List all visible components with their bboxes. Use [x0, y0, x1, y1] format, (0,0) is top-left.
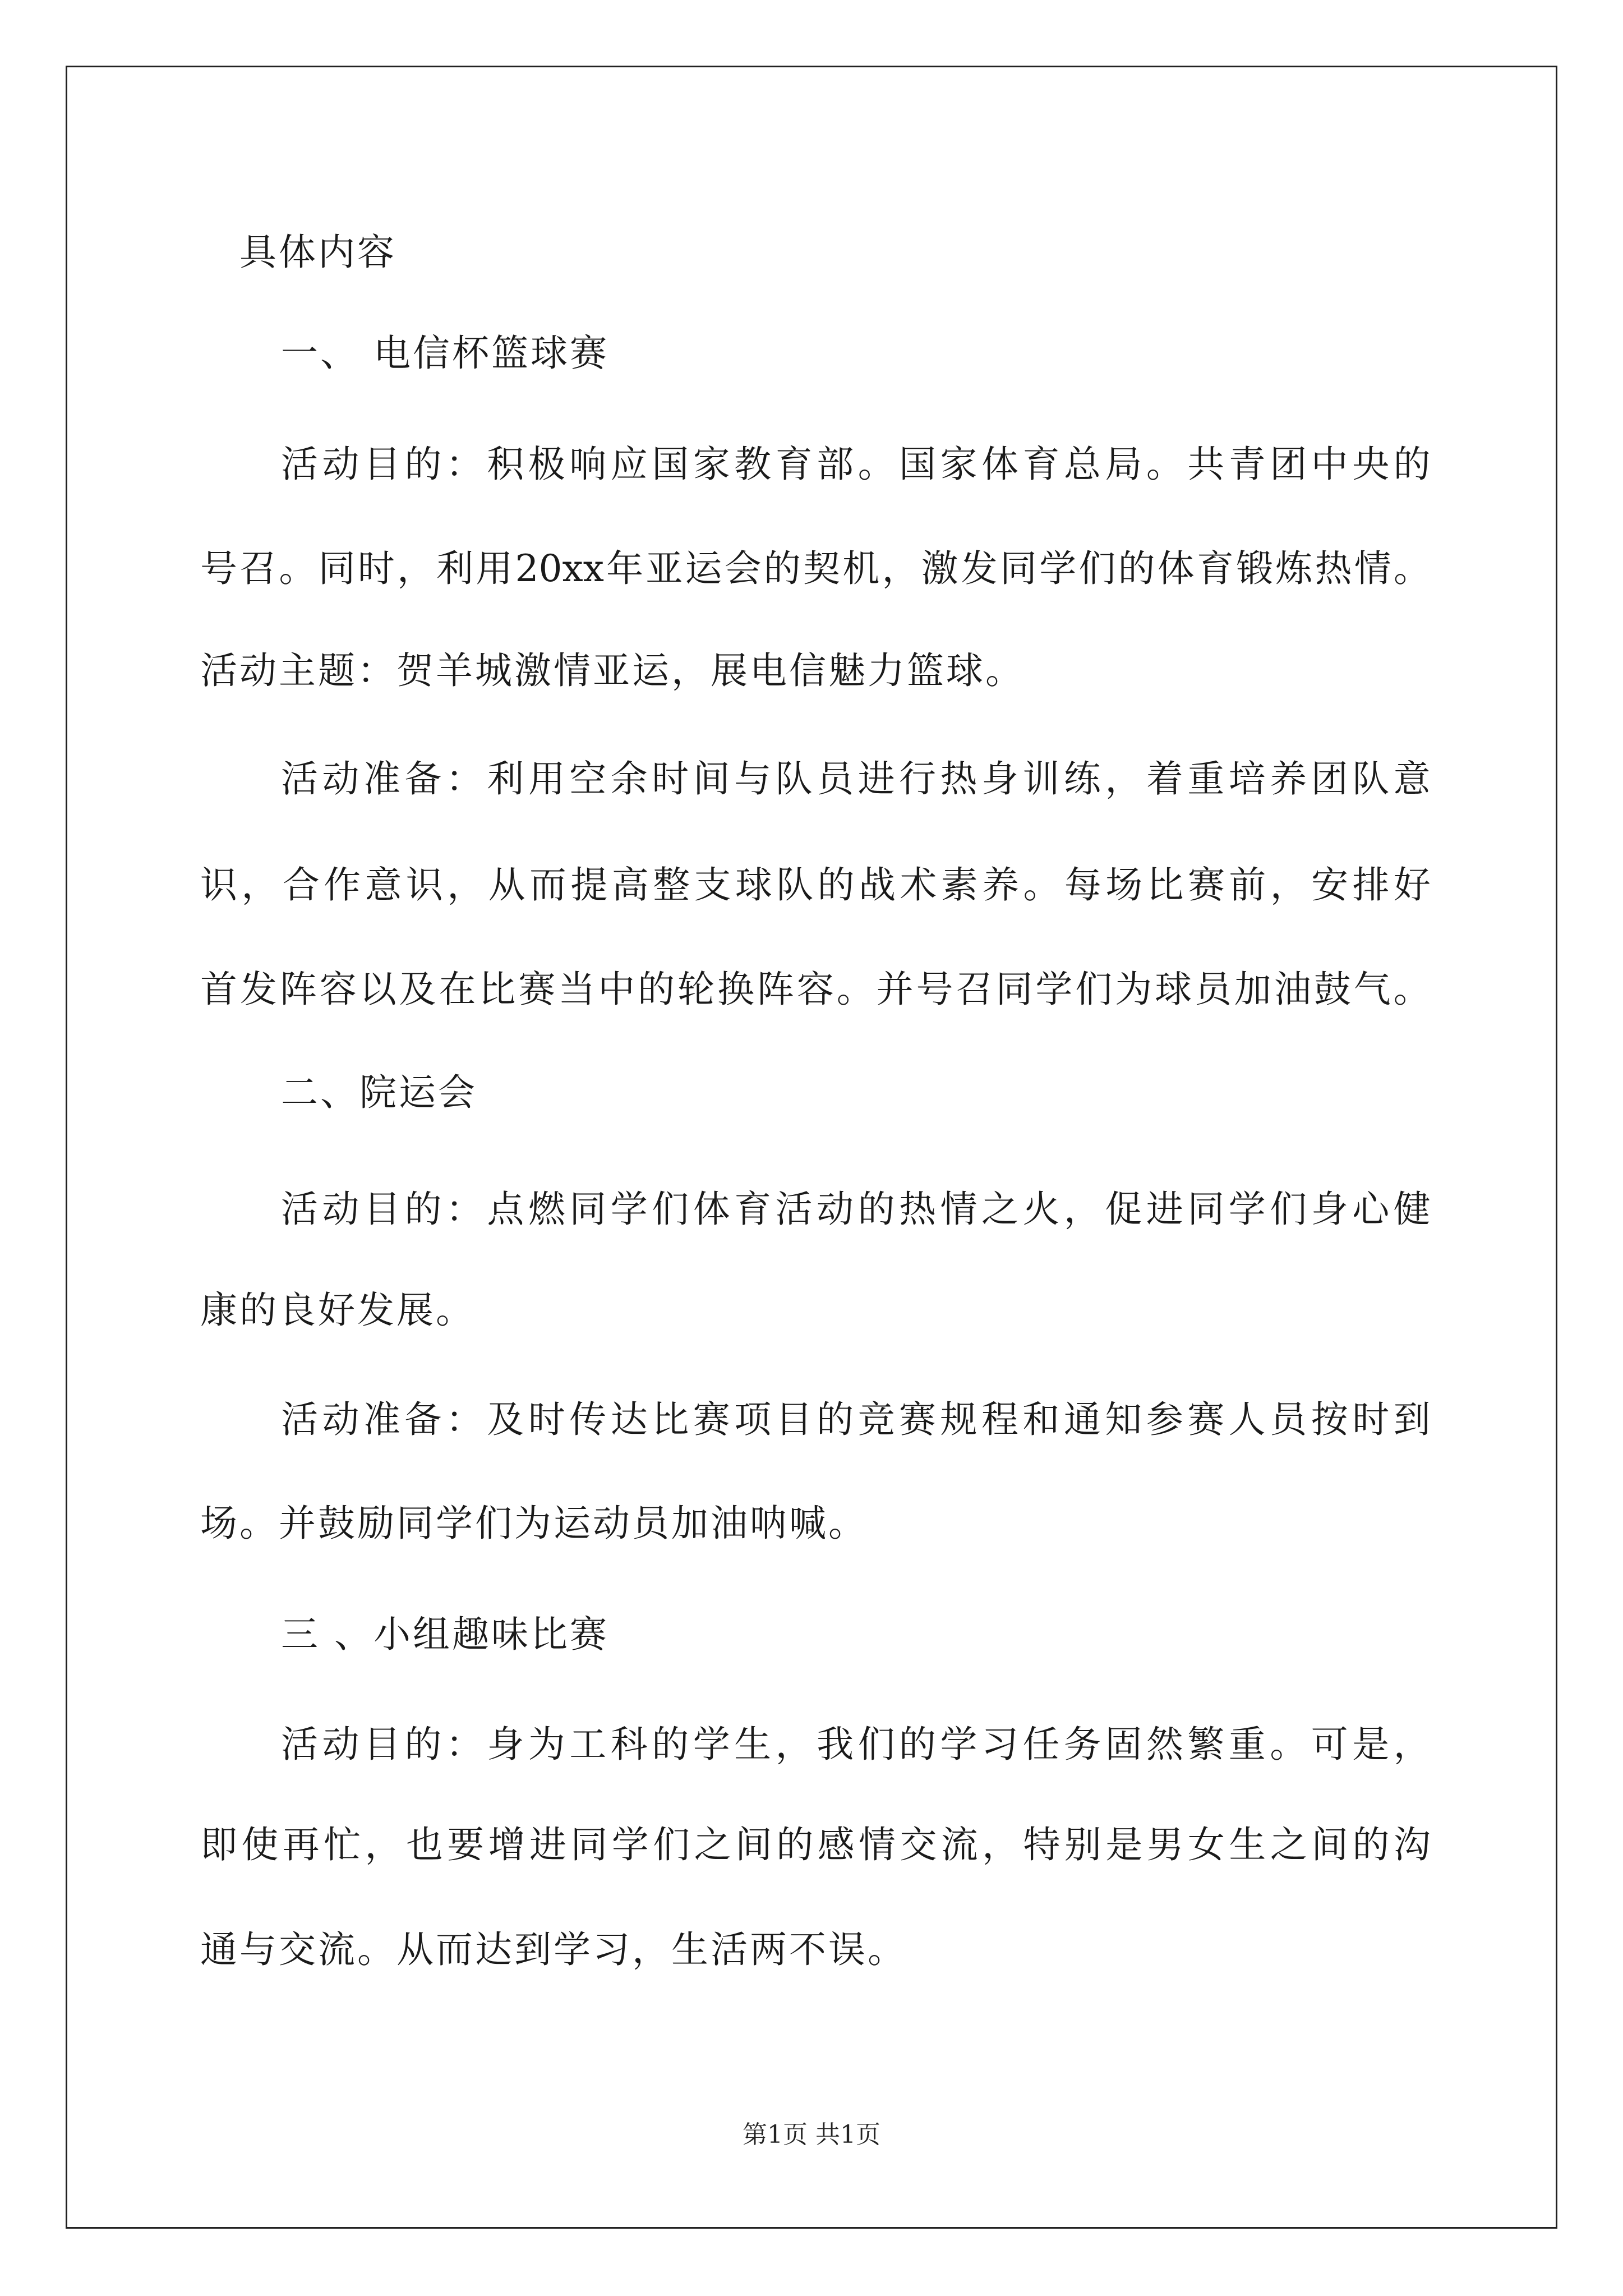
section-heading-sports-meet: 二、院运会	[281, 1071, 477, 1114]
paragraph-line: 识 ， 合 作 意 识 ， 从 而 提 高 整 支 球 队 的 战 术 素 养 。 每 场 比 赛 前 ， 安 排 好	[200, 863, 1431, 907]
paragraph-line: 场。并鼓励同学们为运动员加油呐喊。	[200, 1502, 868, 1545]
paragraph-line: 通与交流。从而达到学习，生活两不误。	[200, 1928, 907, 1971]
paragraph-line: 活 动 目 的 ： 积 极 响 应 国 家 教 育 部 。 国 家 体 育 总 局 。 共 青 团 中 央 的	[281, 443, 1431, 486]
paragraph-line: 首 发 阵 容 以 及 在 比 赛 当 中 的 轮 换 阵 容 。 并 号 召 同 学 们 为 球 员 加 油 鼓 气 。	[200, 968, 1431, 1011]
section-heading-content: 具体内容	[239, 231, 396, 274]
paragraph-line: 活 动 目 的 ： 身 为 工 科 的 学 生 ， 我 们 的 学 习 任 务 固 然 繁 重 。 可 是 ，	[281, 1723, 1431, 1766]
paragraph-line: 康的良好发展。	[200, 1289, 475, 1332]
section-heading-basketball: 一、 电信杯篮球赛	[281, 332, 609, 375]
paragraph-line: 号 召 。 同 时 ， 利 用 20xx 年 亚 运 会 的 契 机 ， 激 发 同 学 们 的 体 育 锻 炼 热 情 。	[200, 547, 1431, 590]
paragraph-line: 即 使 再 忙 ， 也 要 增 进 同 学 们 之 间 的 感 情 交 流 ， 特 别 是 男 女 生 之 间 的 沟	[200, 1823, 1431, 1866]
paragraph-line: 活动主题：贺羊城激情亚运，展电信魅力篮球。	[200, 649, 1025, 692]
paragraph-line: 活 动 准 备 ： 利 用 空 余 时 间 与 队 员 进 行 热 身 训 练 ， 着 重 培 养 团 队 意	[281, 757, 1431, 800]
section-heading-group-games: 三 、小组趣味比赛	[281, 1613, 609, 1656]
paragraph-line: 活 动 准 备 ： 及 时 传 达 比 赛 项 目 的 竞 赛 规 程 和 通 知 参 赛 人 员 按 时 到	[281, 1398, 1431, 1441]
page-border	[66, 66, 1557, 2229]
page-footer: 第1页 共1页	[743, 2120, 880, 2149]
paragraph-line: 活 动 目 的 ： 点 燃 同 学 们 体 育 活 动 的 热 情 之 火 ， 促 进 同 学 们 身 心 健	[281, 1188, 1431, 1231]
